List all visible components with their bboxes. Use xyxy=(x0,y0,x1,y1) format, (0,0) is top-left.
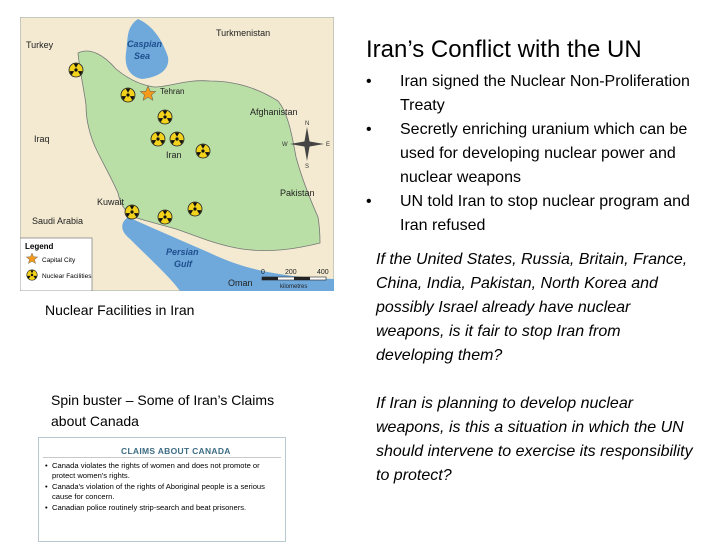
nuclear-icon xyxy=(151,132,165,146)
question-fairness: If the United States, Russia, Britain, France, China, India, Pakistan, North Korea and possibly Israel already have nuclear weapons, is it fair to stop Iran from developing them? xyxy=(376,251,688,364)
claim-item: • Canada's violation of the rights of Aboriginal people is a serious cause for concern. xyxy=(45,482,277,502)
scale-mid: 200 xyxy=(285,269,297,276)
label-pakistan: Pakistan xyxy=(280,188,315,198)
bullet-text: UN told Iran to stop nuclear program and Iran refused xyxy=(400,193,690,234)
bullet-item xyxy=(366,118,711,190)
nuclear-icon xyxy=(196,144,210,158)
legend-nuclear-label: Nuclear Facilities xyxy=(42,273,92,280)
compass-w: W xyxy=(282,142,288,148)
bullet-dot: • xyxy=(366,121,372,138)
nuclear-icon xyxy=(158,110,172,124)
map-legend xyxy=(20,238,92,291)
claims-divider xyxy=(43,457,281,458)
claims-list xyxy=(45,461,277,514)
nuclear-icon xyxy=(188,202,202,216)
bullet-dot: • xyxy=(366,73,372,90)
slide-bullets xyxy=(366,70,711,238)
nuclear-icon xyxy=(170,132,184,146)
bullet-dot: • xyxy=(366,193,372,210)
nuclear-icon xyxy=(158,210,172,224)
nuclear-icon xyxy=(125,205,139,219)
label-gulf: Gulf xyxy=(174,259,192,269)
compass-s: S xyxy=(305,164,310,170)
label-turkey: Turkey xyxy=(26,40,54,50)
label-persian: Persian xyxy=(166,247,199,257)
scale-unit: kilometres xyxy=(280,284,308,290)
nuclear-icon xyxy=(69,63,83,77)
label-sea: Sea xyxy=(134,51,151,61)
claim-item: • Canadian police routinely strip-search and beat prisoners. xyxy=(45,503,277,513)
label-turkmenistan: Turkmenistan xyxy=(216,28,271,38)
scale-zero: 0 xyxy=(261,269,265,276)
iran-nuclear-map xyxy=(20,17,334,291)
claims-caption: Spin buster – Some of Iran’s Claims about Canada xyxy=(51,392,275,429)
slide-title: Iran’s Conflict with the UN xyxy=(366,36,642,63)
map-caption: Nuclear Facilities in Iran xyxy=(45,302,195,318)
bullet-text: Secretly enriching uranium which can be used for developing nuclear power and nuclear weapons xyxy=(400,121,688,186)
claims-about-canada-box xyxy=(38,437,286,542)
label-kuwait: Kuwait xyxy=(97,197,125,207)
legend-title: Legend xyxy=(25,242,54,251)
bullet-text: Iran signed the Nuclear Non-Proliferation Treaty xyxy=(400,73,690,114)
legend-nuclear-icon xyxy=(27,270,38,281)
label-iran: Iran xyxy=(166,150,182,160)
nuclear-icon xyxy=(121,88,135,102)
claims-title: CLAIMS ABOUT CANADA xyxy=(121,446,231,456)
label-oman: Oman xyxy=(228,278,253,288)
label-afghanistan: Afghanistan xyxy=(250,107,298,117)
compass-e: E xyxy=(326,142,331,148)
scale-max: 400 xyxy=(317,269,329,276)
label-tehran: Tehran xyxy=(160,87,185,96)
claim-item: • Canada violates the rights of women and does not promote or protect women's rights. xyxy=(45,461,277,481)
label-saudi-arabia: Saudi Arabia xyxy=(32,216,84,226)
question-responsibility: If Iran is planning to develop nuclear weapons, is this a situation in which the UN should intervene to exercise its responsibility to protect? xyxy=(376,395,693,484)
label-iraq: Iraq xyxy=(34,134,50,144)
compass-n: N xyxy=(305,121,310,127)
legend-capital-label: Capital City xyxy=(42,257,76,264)
bullet-item xyxy=(366,190,711,238)
label-caspian: Caspian xyxy=(127,39,163,49)
bullet-item xyxy=(366,70,711,118)
